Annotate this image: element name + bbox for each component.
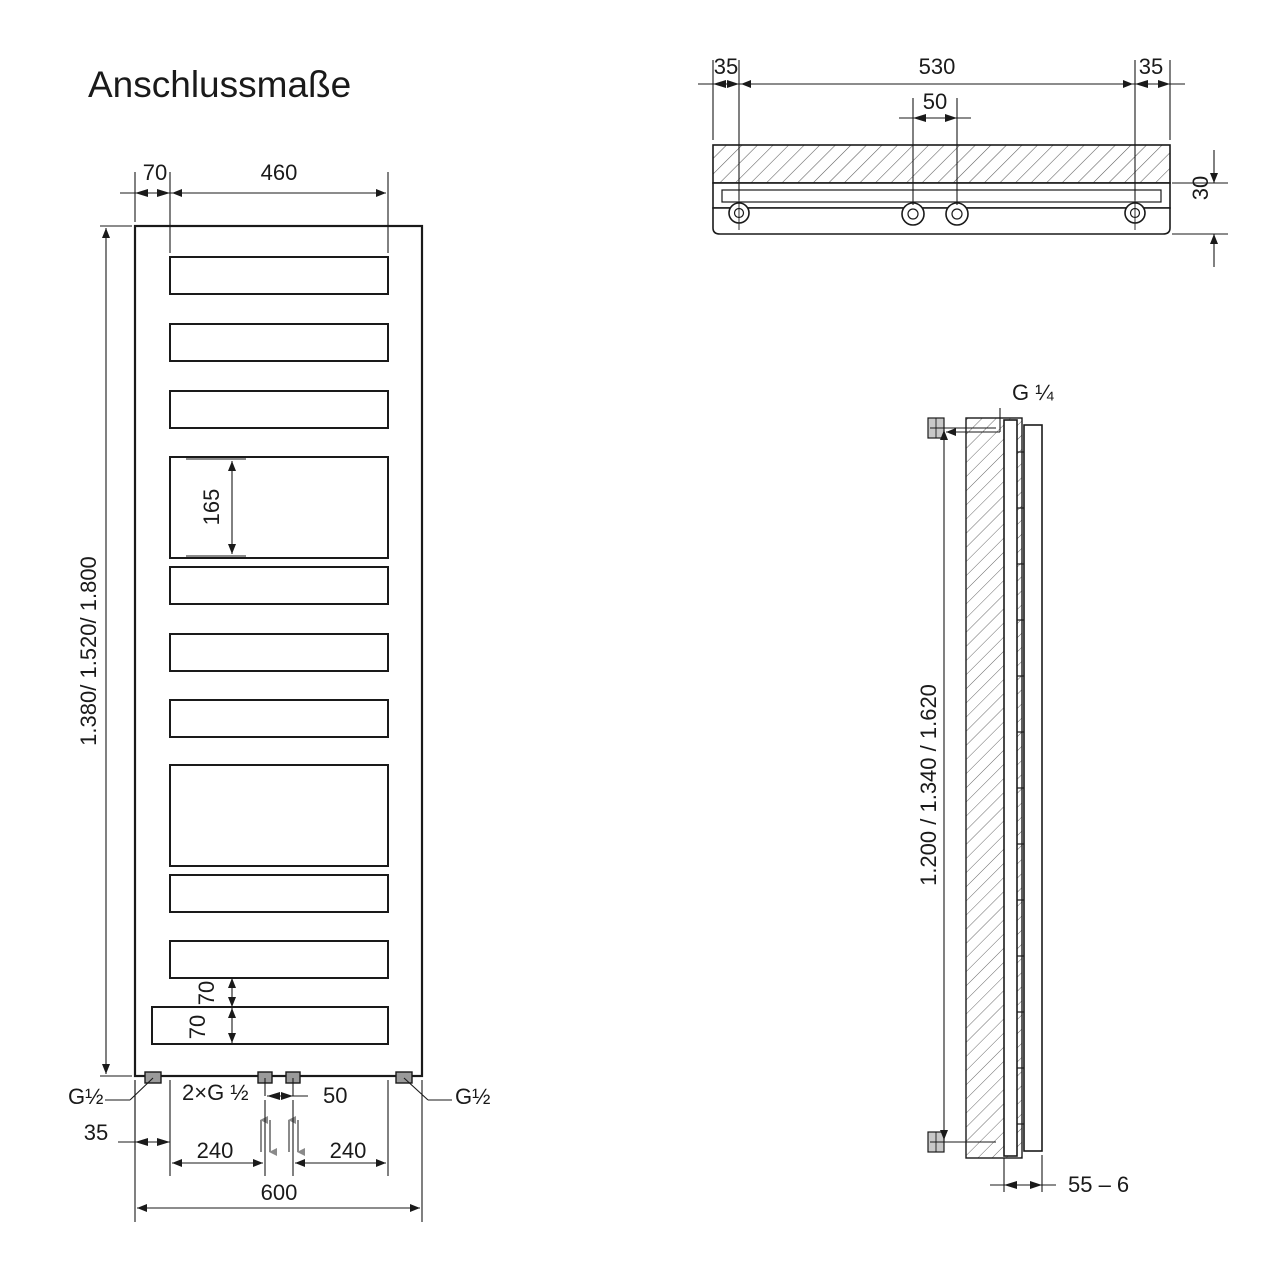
dim-left-segment: 240 <box>196 1138 234 1163</box>
side-profile <box>1004 420 1017 1156</box>
dim-center-gap: 50 <box>323 1083 348 1108</box>
dim-50-group <box>267 1092 308 1100</box>
dim-total-width: 600 <box>260 1180 298 1205</box>
label-vent: G ¼ <box>1012 380 1054 405</box>
dim-offset-left: 70 <box>142 160 168 185</box>
front-height-dimension <box>100 226 132 1076</box>
dim-overall-height: 1.380/ 1.520/ 1.800 <box>76 556 101 746</box>
dim-top-right-offset: 35 <box>1138 54 1164 79</box>
dim-top-depth: 30 <box>1188 175 1213 201</box>
dim-side-depth-note: 55 – 6 <box>1068 1172 1130 1197</box>
dim-right-segment: 240 <box>329 1138 367 1163</box>
label-connection-right: G½ <box>455 1084 491 1109</box>
side-panel <box>1024 425 1042 1151</box>
collector-bar <box>713 208 1170 234</box>
dim-side-height: 1.200 / 1.340 / 1.620 <box>916 684 941 886</box>
top-view-inner <box>722 190 1161 202</box>
dim-top-center-spacing: 50 <box>922 89 948 114</box>
dim-large-element: 165 <box>199 488 224 526</box>
dim-top-left-offset: 35 <box>713 54 739 79</box>
dim-small-element-b: 70 <box>185 1014 210 1040</box>
label-connection-center: 2×G ½ <box>182 1080 249 1105</box>
dim-edge-offset: 35 <box>83 1120 109 1145</box>
top-view <box>698 54 1228 267</box>
side-depth-dimension <box>990 1155 1056 1192</box>
dim-top-span: 530 <box>918 54 956 79</box>
page-title: Anschlussmaße <box>88 64 352 105</box>
label-connection-left: G½ <box>68 1084 104 1109</box>
dim-small-element-a: 70 <box>194 980 219 1006</box>
front-view <box>68 160 490 1222</box>
dim-35-group <box>118 1080 170 1150</box>
dim-element-width: 460 <box>260 160 298 185</box>
wall-section <box>713 145 1170 183</box>
side-view <box>916 380 1129 1197</box>
